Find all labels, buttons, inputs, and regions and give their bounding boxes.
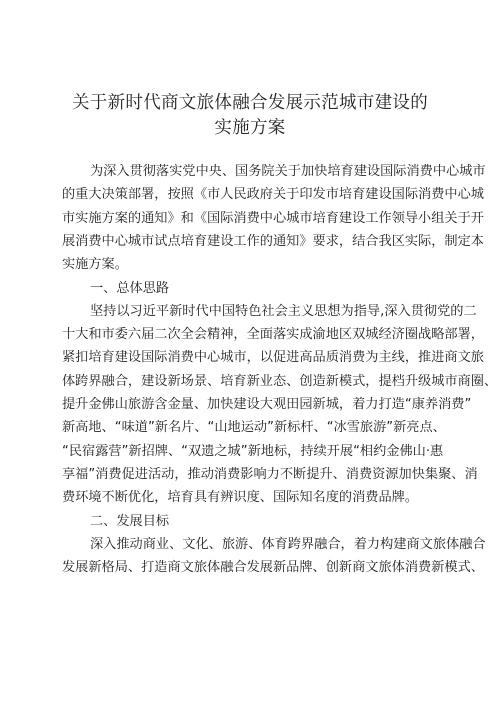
body-line: 费环境不断优化，培育具有辨识度、国际知名度的消费品牌。 xyxy=(62,490,419,506)
body-line: 为深入贯彻落实党中央、国务院关于加快培育建设国际消费中心城市 xyxy=(90,164,486,179)
body-line: 新高地、“味道”新名片、“山地运动”新标杆、“冰雪旅游”新亮点、 xyxy=(62,420,446,436)
body-line: 发展新格局、打造商文旅体融合发展新品牌、创新商文旅体消费新模式、 xyxy=(62,560,484,576)
body-line: 展消费中心城市试点培育建设工作的通知》要求，结合我区实际，制定本 xyxy=(62,233,484,249)
document-title-line-1: 关于新时代商文旅体融合发展示范城市建设的 xyxy=(72,93,428,113)
body-line: 二、发展目标 xyxy=(90,513,170,529)
body-line: 提升金佛山旅游含金量、加快建设大观田园新城，着力打造“康养消费” xyxy=(62,397,472,412)
body-line: 深入推动商业、文化、旅游、体育跨界融合，着力构建商文旅体融合 xyxy=(90,536,486,552)
body-line: 享福”消费促进活动，推动消费影响力不断提升、消费资源加快集聚、消 xyxy=(62,466,478,482)
body-line: 体跨界融合，建设新场景、培育新业态、创造新模式，提档升级城市商圈、 xyxy=(62,373,498,389)
body-line: 坚持以习近平新时代中国特色社会主义思想为指导,深入贯彻党的二 xyxy=(90,303,477,319)
body-line: 十大和市委六届二次全会精神，全面落实成渝地区双城经济圈战略部署， xyxy=(62,327,484,343)
body-line: 紧扣培育建设国际消费中心城市，以促进高品质消费为主线，推进商文旅 xyxy=(62,350,484,366)
document-title-line-2: 实施方案 xyxy=(214,118,286,138)
body-line: 的重大决策部署，按照《市人民政府关于印发市培育建设国际消费中心城 xyxy=(62,187,484,203)
body-line: “民宿露营”新招牌、“双遗之城”新地标，持续开展“相约金佛山·惠 xyxy=(62,443,444,459)
body-line: 市实施方案的通知》和《国际消费中心城市培育建设工作领导小组关于开 xyxy=(62,210,484,226)
body-line: 实施方案。 xyxy=(62,257,128,273)
body-line: 一、总体思路 xyxy=(90,280,170,296)
